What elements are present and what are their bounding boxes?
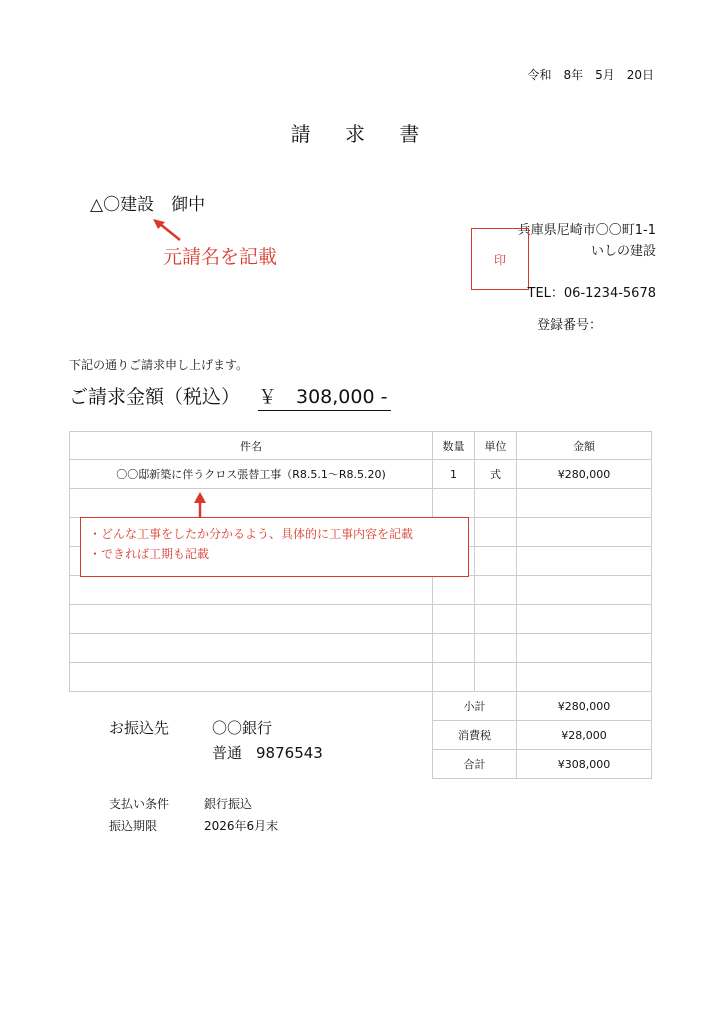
table-row <box>70 634 652 663</box>
issuer-company: いしの建設 <box>590 244 656 259</box>
table-row <box>70 489 652 518</box>
header-name: 件名 <box>70 432 433 460</box>
subtotal-row <box>433 692 652 721</box>
header-unit: 単位 <box>475 432 517 460</box>
bank-label: お振込先 <box>109 719 170 737</box>
intro-text: 下記の通りご請求申し上げます。 <box>69 358 249 372</box>
issuer-tel: TEL：06-1234-5678 <box>527 286 656 301</box>
bank-account-type: 普通 <box>212 744 243 762</box>
tax-value: ¥28,000 <box>517 721 652 750</box>
header-price: 金額 <box>517 432 652 460</box>
item-price: ¥280,000 <box>517 460 652 489</box>
header-qty: 数量 <box>433 432 475 460</box>
tax-row <box>433 721 652 750</box>
item-unit: 式 <box>475 460 517 489</box>
item-arrow-icon <box>190 491 210 519</box>
table-row <box>70 663 652 692</box>
table-row <box>70 576 652 605</box>
totals-table <box>432 691 652 779</box>
table-header-row <box>70 432 652 460</box>
item-annotation-line2: ・できれば工期も記載 <box>89 547 210 561</box>
recipient-annotation: 元請名を記載 <box>163 246 278 268</box>
total-label: 合計 <box>433 750 517 779</box>
subtotal-label: 小計 <box>433 692 517 721</box>
payment-terms-label: 支払い条件 <box>109 797 170 811</box>
table-row <box>70 605 652 634</box>
item-qty: 1 <box>433 460 475 489</box>
item-name: 〇〇邸新築に伴うクロス張替工事（R8.5.1〜R8.5.20) <box>70 460 433 489</box>
due-date-value: 2026年6月末 <box>204 819 279 833</box>
seal-stamp <box>471 228 529 290</box>
due-date-label: 振込期限 <box>109 819 158 833</box>
registration-number-label: 登録番号： <box>536 318 602 333</box>
item-annotation-line1: ・どんな工事をしたか分かるよう、具体的に工事内容を記載 <box>89 527 414 541</box>
bank-account <box>212 742 323 763</box>
payment-terms-value: 銀行振込 <box>204 797 253 811</box>
issuer-address: 兵庫県尼崎市〇〇町1-1 <box>517 223 656 238</box>
recipient-name: △〇建設 御中 <box>90 195 206 215</box>
bank-account-number: 9876543 <box>256 744 323 762</box>
amount-value: ￥ 308,000 - <box>258 382 391 411</box>
total-value: ¥308,000 <box>517 750 652 779</box>
seal-stamp-label: 印 <box>493 252 506 267</box>
amount-label: ご請求金額（税込） <box>69 386 241 408</box>
page-title: 請 求 書 <box>290 122 434 146</box>
tax-label: 消費税 <box>433 721 517 750</box>
invoice-date: 令和 8年 5月 20日 <box>527 68 654 82</box>
total-row <box>433 750 652 779</box>
table-row <box>70 460 652 489</box>
item-annotation-box <box>80 517 469 577</box>
subtotal-value: ¥280,000 <box>517 692 652 721</box>
bank-name: 〇〇銀行 <box>212 719 273 737</box>
